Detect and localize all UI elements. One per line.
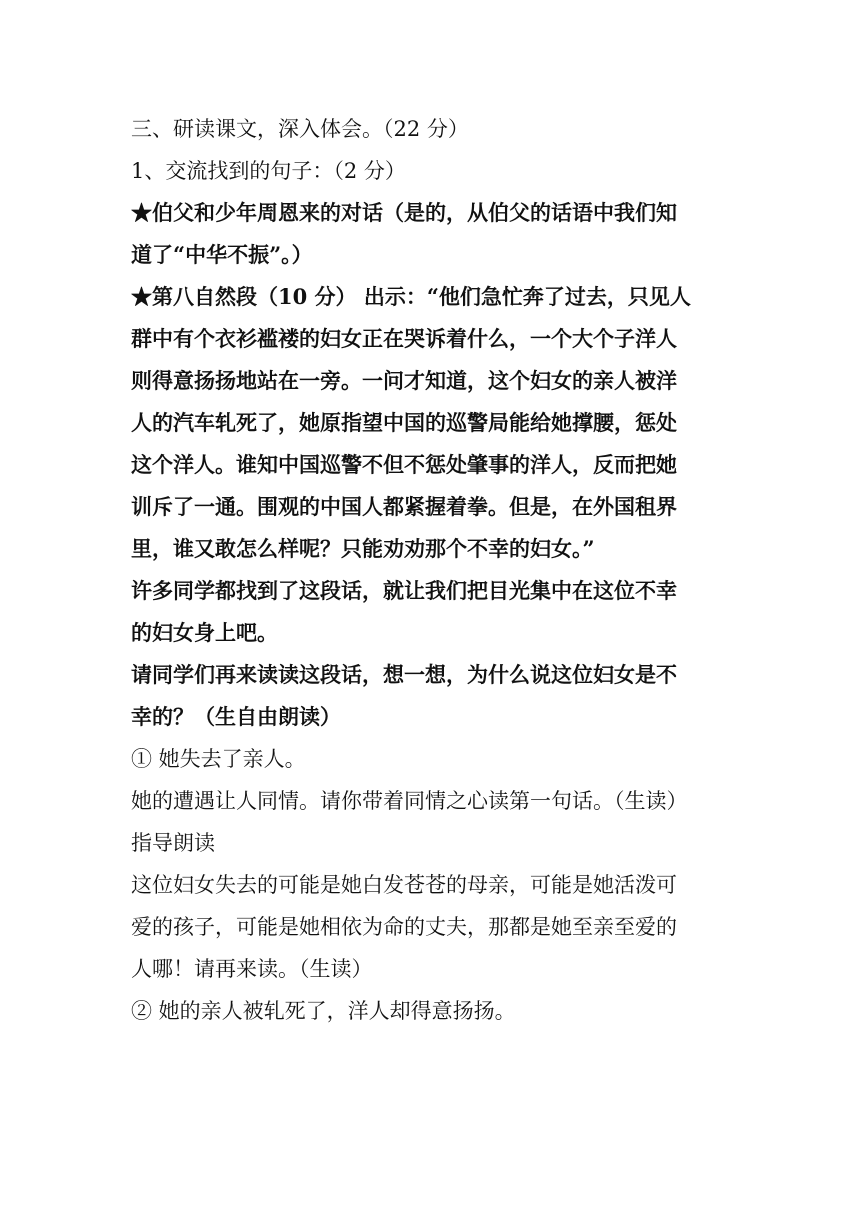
text-line: 的妇女身上吧。 [131,620,278,645]
text-line: ★伯父和少年周恩来的对话（是的，从伯父的话语中我们知 [131,200,677,225]
text-line: 她的遭遇让人同情。请你带着同情之心读第一句话。（生读） [131,789,688,813]
text-line: 幸的？（生自由朗读） [131,704,341,729]
text-line: 里，谁又敢怎么样呢？只能劝劝那个不幸的妇女。” [131,536,595,561]
text-line: 道了“中华不振”。） [131,242,313,267]
text-line: 人哪！请再来读。（生读） [131,957,373,981]
text-line: 群中有个衣衫褴褛的妇女正在哭诉着什么，一个大个子洋人 [131,326,677,351]
subsection-heading: 1、交流找到的句子：（2 分） [131,159,406,183]
text-line: 爱的孩子，可能是她相依为命的丈夫，那都是她至亲至爱的 [131,915,677,939]
numbered-point: ② 她的亲人被轧死了，洋人却得意扬扬。 [131,999,516,1023]
text-line: 这个洋人。谁知中国巡警不但不惩处肇事的洋人，反而把她 [131,452,677,477]
text-line: 训斥了一通。围观的中国人都紧握着拳。但是，在外国租界 [131,494,677,519]
text-line: ★第八自然段（10 分） 出示：“他们急忙奔了过去，只见人 [131,284,691,309]
text-line: 请同学们再来读读这段话，想一想，为什么说这位妇女是不 [131,662,677,687]
text-line: 则得意扬扬地站在一旁。一问才知道，这个妇女的亲人被洋 [131,368,677,393]
numbered-point: ① 她失去了亲人。 [131,747,306,771]
text-line: 指导朗读 [131,831,215,855]
section-heading: 三、研读课文，深入体会。（22 分） [131,117,469,141]
document-body [131,108,731,1032]
text-line: 许多同学都找到了这段话，就让我们把目光集中在这位不幸 [131,578,677,603]
text-line: 这位妇女失去的可能是她白发苍苍的母亲，可能是她活泼可 [131,873,677,897]
text-line: 人的汽车轧死了，她原指望中国的巡警局能给她撑腰，惩处 [131,410,677,435]
